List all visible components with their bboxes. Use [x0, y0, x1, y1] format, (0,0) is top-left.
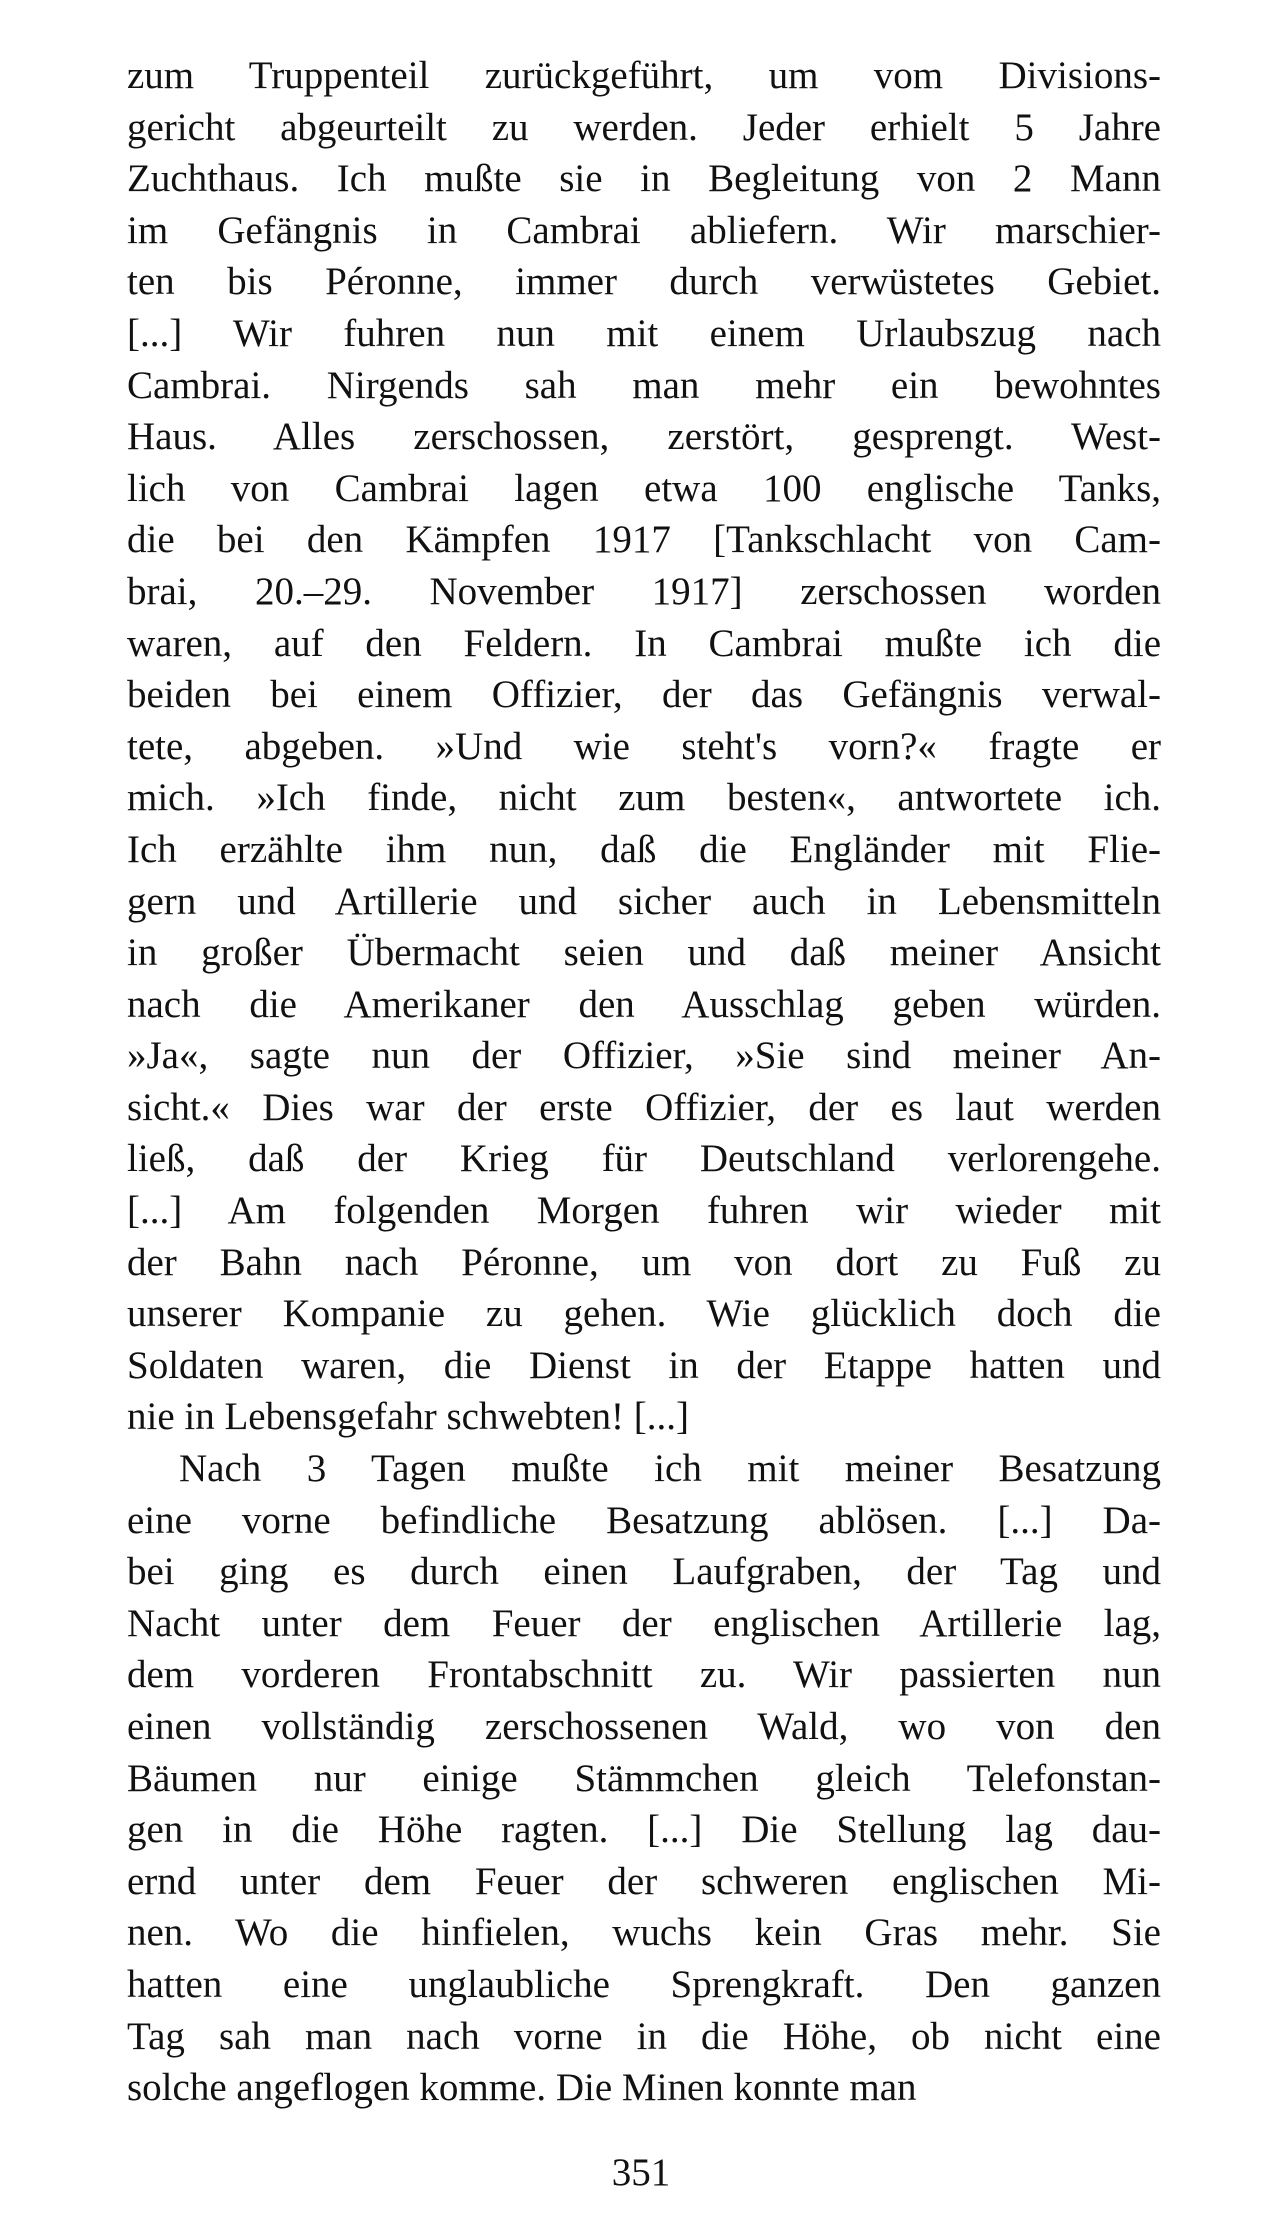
- text-line: hatten eine unglaubliche Sprengkraft. Den ganzen: [127, 1962, 1161, 2006]
- text-line: waren, auf den Feldern. In Cambrai mußte ich die: [127, 621, 1161, 665]
- text-line: beiden bei einem Offizier, der das Gefängnis verwal-: [127, 673, 1161, 717]
- text-line: ernd unter dem Feuer der schweren englischen Mi-: [127, 1859, 1161, 1903]
- text-line: nen. Wo die hinfielen, wuchs kein Gras mehr. Sie: [127, 1911, 1161, 1955]
- text-line: »Ja«, sagte nun der Offizier, »Sie sind meiner An-: [127, 1034, 1161, 1078]
- text-line: sicht.« Dies war der erste Offizier, der es laut werden: [127, 1085, 1161, 1129]
- text-line: ließ, daß der Krieg für Deutschland verlorengehe.: [127, 1137, 1161, 1181]
- text-line: ten bis Péronne, immer durch verwüstetes Gebiet.: [127, 260, 1161, 304]
- text-line: eine vorne befindliche Besatzung ablösen. [...] Da-: [127, 1498, 1161, 1542]
- text-line: [...] Am folgenden Morgen fuhren wir wieder mit: [127, 1189, 1161, 1233]
- text-line: mich. »Ich finde, nicht zum besten«, antwortete ich.: [127, 776, 1161, 820]
- text-line: Ich erzählte ihm nun, daß die Engländer mit Flie-: [127, 827, 1161, 871]
- text-line: Tag sah man nach vorne in die Höhe, ob nicht eine: [127, 2014, 1161, 2058]
- text-line: lich von Cambrai lagen etwa 100 englische Tanks,: [127, 466, 1161, 510]
- text-line: gern und Artillerie und sicher auch in Lebensmitteln: [127, 879, 1161, 923]
- text-line: einen vollständig zerschossenen Wald, wo von den: [127, 1705, 1161, 1748]
- text-line: Bäumen nur einige Stämmchen gleich Telefonstan-: [127, 1756, 1161, 1800]
- paragraph: [127, 50, 1161, 1443]
- text-line: im Gefängnis in Cambrai abliefern. Wir marschier-: [127, 208, 1161, 252]
- text-line: gericht abgeurteilt zu werden. Jeder erhielt 5 Jahre: [127, 105, 1161, 149]
- paragraph: [127, 1443, 1161, 2114]
- text-line: die bei den Kämpfen 1917 [Tankschlacht von Cam-: [127, 518, 1161, 562]
- body-text: [127, 50, 1161, 2114]
- text-line: Soldaten waren, die Dienst in der Etappe hatten und: [127, 1343, 1161, 1387]
- text-line: gen in die Höhe ragten. [...] Die Stellung lag dau-: [127, 1808, 1161, 1852]
- text-line: zum Truppenteil zurückgeführt, um vom Divisions-: [127, 54, 1161, 97]
- text-line: in großer Übermacht seien und daß meiner Ansicht: [127, 931, 1161, 975]
- text-line: Nacht unter dem Feuer der englischen Artillerie lag,: [127, 1601, 1161, 1645]
- text-line: bei ging es durch einen Laufgraben, der Tag und: [127, 1550, 1161, 1594]
- page-number: 351: [611, 2151, 671, 2194]
- text-line: brai, 20.–29. November 1917] zerschossen worden: [127, 569, 1161, 613]
- text-line: solche angeflogen komme. Die Minen konnte man: [127, 2066, 917, 2110]
- text-line: Nach 3 Tagen mußte ich mit meiner Besatzung: [179, 1447, 1161, 1491]
- text-line: dem vorderen Frontabschnitt zu. Wir passierten nun: [127, 1653, 1161, 1697]
- text-line: Haus. Alles zerschossen, zerstört, gesprengt. West-: [127, 415, 1161, 459]
- text-line: nie in Lebensgefahr schwebten! [...]: [127, 1395, 690, 1439]
- text-line: [...] Wir fuhren nun mit einem Urlaubszug nach: [127, 311, 1161, 355]
- text-line: Zuchthaus. Ich mußte sie in Begleitung von 2 Mann: [127, 157, 1161, 201]
- text-line: tete, abgeben. »Und wie steht's vorn?« fragte er: [127, 724, 1161, 768]
- text-line: nach die Amerikaner den Ausschlag geben würden.: [127, 982, 1161, 1026]
- text-line: der Bahn nach Péronne, um von dort zu Fuß zu: [127, 1240, 1161, 1284]
- text-line: unserer Kompanie zu gehen. Wie glücklich doch die: [127, 1292, 1161, 1336]
- text-line: Cambrai. Nirgends sah man mehr ein bewohntes: [127, 363, 1161, 407]
